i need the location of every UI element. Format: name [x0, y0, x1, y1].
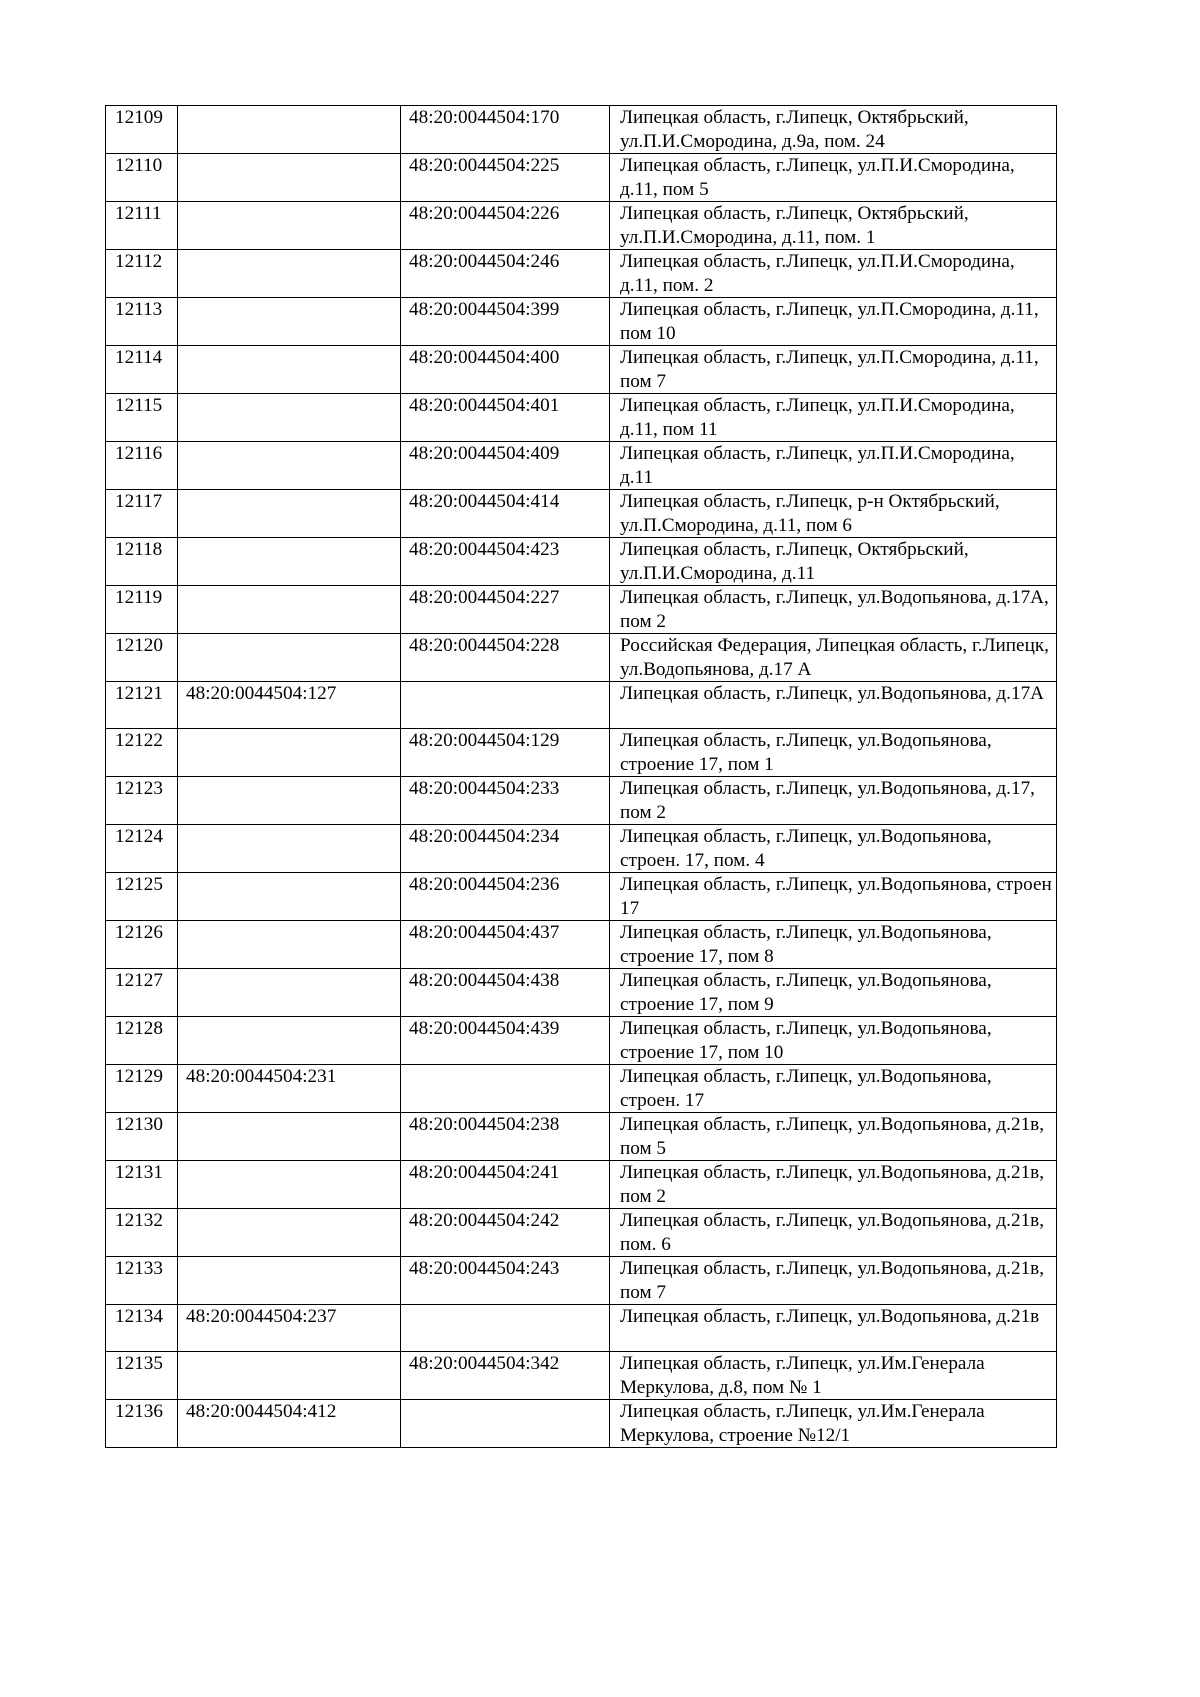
address-cell: Липецкая область, г.Липецк, ул.Водопьянова, строение 17, пом 10 — [610, 1017, 1057, 1065]
row-number-cell: 12111 — [106, 202, 178, 250]
address-cell: Липецкая область, г.Липецк, ул.Водопьянова, строение 17, пом 1 — [610, 729, 1057, 777]
object-cadastral-cell: 48:20:0044504:399 — [401, 298, 610, 346]
land-parcel-cadastral-cell — [178, 1209, 401, 1257]
land-parcel-cadastral-cell — [178, 777, 401, 825]
row-number-cell: 12135 — [106, 1352, 178, 1400]
address-cell: Липецкая область, г.Липецк, ул.Водопьянова, д.21в, пом 2 — [610, 1161, 1057, 1209]
object-cadastral-cell: 48:20:0044504:234 — [401, 825, 610, 873]
object-cadastral-cell: 48:20:0044504:238 — [401, 1113, 610, 1161]
land-parcel-cadastral-cell — [178, 634, 401, 682]
land-parcel-cadastral-cell — [178, 1257, 401, 1305]
address-cell: Липецкая область, г.Липецк, ул.Водопьянова, строение 17, пом 9 — [610, 969, 1057, 1017]
object-cadastral-cell — [401, 1400, 610, 1448]
object-cadastral-cell: 48:20:0044504:228 — [401, 634, 610, 682]
row-number-cell: 12127 — [106, 969, 178, 1017]
object-cadastral-cell — [401, 1305, 610, 1352]
table-row — [106, 250, 1057, 298]
table-row — [106, 538, 1057, 586]
address-cell: Липецкая область, г.Липецк, ул.Водопьянова, строен 17 — [610, 873, 1057, 921]
document-page — [105, 105, 1056, 1448]
address-cell: Липецкая область, г.Липецк, ул.Водопьянова, д.17, пом 2 — [610, 777, 1057, 825]
object-cadastral-cell: 48:20:0044504:246 — [401, 250, 610, 298]
land-parcel-cadastral-cell — [178, 969, 401, 1017]
land-parcel-cadastral-cell — [178, 1017, 401, 1065]
table-row — [106, 634, 1057, 682]
land-parcel-cadastral-cell — [178, 394, 401, 442]
row-number-cell: 12120 — [106, 634, 178, 682]
address-cell: Липецкая область, г.Липецк, р-н Октябрьский, ул.П.Смородина, д.11, пом 6 — [610, 490, 1057, 538]
object-cadastral-cell: 48:20:0044504:241 — [401, 1161, 610, 1209]
object-cadastral-cell: 48:20:0044504:170 — [401, 106, 610, 154]
table-row — [106, 825, 1057, 873]
table-row — [106, 1305, 1057, 1352]
table-row — [106, 1352, 1057, 1400]
object-cadastral-cell: 48:20:0044504:414 — [401, 490, 610, 538]
object-cadastral-cell: 48:20:0044504:129 — [401, 729, 610, 777]
address-cell: Российская Федерация, Липецкая область, г.Липецк, ул.Водопьянова, д.17 А — [610, 634, 1057, 682]
row-number-cell: 12123 — [106, 777, 178, 825]
object-cadastral-cell: 48:20:0044504:242 — [401, 1209, 610, 1257]
land-parcel-cadastral-cell — [178, 250, 401, 298]
object-cadastral-cell: 48:20:0044504:400 — [401, 346, 610, 394]
object-cadastral-cell — [401, 682, 610, 729]
row-number-cell: 12116 — [106, 442, 178, 490]
row-number-cell: 12134 — [106, 1305, 178, 1352]
object-cadastral-cell: 48:20:0044504:236 — [401, 873, 610, 921]
table-row — [106, 969, 1057, 1017]
land-parcel-cadastral-cell — [178, 202, 401, 250]
table-row — [106, 1161, 1057, 1209]
land-parcel-cadastral-cell — [178, 1161, 401, 1209]
row-number-cell: 12109 — [106, 106, 178, 154]
row-number-cell: 12119 — [106, 586, 178, 634]
object-cadastral-cell: 48:20:0044504:437 — [401, 921, 610, 969]
row-number-cell: 12125 — [106, 873, 178, 921]
land-parcel-cadastral-cell — [178, 825, 401, 873]
address-cell: Липецкая область, г.Липецк, Октябрьский, ул.П.И.Смородина, д.11, пом. 1 — [610, 202, 1057, 250]
address-cell: Липецкая область, г.Липецк, ул.П.И.Смородина, д.11, пом. 2 — [610, 250, 1057, 298]
land-parcel-cadastral-cell — [178, 729, 401, 777]
table-row — [106, 586, 1057, 634]
object-cadastral-cell: 48:20:0044504:243 — [401, 1257, 610, 1305]
address-cell: Липецкая область, г.Липецк, ул.П.И.Смородина, д.11, пом 11 — [610, 394, 1057, 442]
address-cell: Липецкая область, г.Липецк, ул.Водопьянова, строен. 17, пом. 4 — [610, 825, 1057, 873]
table-row — [106, 106, 1057, 154]
address-cell: Липецкая область, г.Липецк, ул.Водопьянова, д.17А — [610, 682, 1057, 729]
row-number-cell: 12132 — [106, 1209, 178, 1257]
land-parcel-cadastral-cell — [178, 442, 401, 490]
table-row — [106, 346, 1057, 394]
row-number-cell: 12114 — [106, 346, 178, 394]
object-cadastral-cell: 48:20:0044504:423 — [401, 538, 610, 586]
object-cadastral-cell: 48:20:0044504:225 — [401, 154, 610, 202]
row-number-cell: 12130 — [106, 1113, 178, 1161]
row-number-cell: 12136 — [106, 1400, 178, 1448]
land-parcel-cadastral-cell — [178, 490, 401, 538]
land-parcel-cadastral-cell: 48:20:0044504:127 — [178, 682, 401, 729]
address-cell: Липецкая область, г.Липецк, ул.П.И.Смородина, д.11, пом 5 — [610, 154, 1057, 202]
land-parcel-cadastral-cell — [178, 298, 401, 346]
address-cell: Липецкая область, г.Липецк, ул.Водопьянова, д.17А, пом 2 — [610, 586, 1057, 634]
row-number-cell: 12133 — [106, 1257, 178, 1305]
table-row — [106, 394, 1057, 442]
address-cell: Липецкая область, г.Липецк, ул.П.Смородина, д.11, пом 10 — [610, 298, 1057, 346]
row-number-cell: 12128 — [106, 1017, 178, 1065]
land-parcel-cadastral-cell — [178, 1113, 401, 1161]
address-cell: Липецкая область, г.Липецк, Октябрьский, ул.П.И.Смородина, д.9а, пом. 24 — [610, 106, 1057, 154]
row-number-cell: 12126 — [106, 921, 178, 969]
row-number-cell: 12112 — [106, 250, 178, 298]
table-row — [106, 490, 1057, 538]
row-number-cell: 12124 — [106, 825, 178, 873]
address-cell: Липецкая область, г.Липецк, ул.Им.Генерала Меркулова, д.8, пом № 1 — [610, 1352, 1057, 1400]
land-parcel-cadastral-cell — [178, 586, 401, 634]
row-number-cell: 12121 — [106, 682, 178, 729]
object-cadastral-cell: 48:20:0044504:401 — [401, 394, 610, 442]
row-number-cell: 12110 — [106, 154, 178, 202]
land-parcel-cadastral-cell: 48:20:0044504:231 — [178, 1065, 401, 1113]
address-cell: Липецкая область, г.Липецк, ул.Им.Генерала Меркулова, строение №12/1 — [610, 1400, 1057, 1448]
table-row — [106, 1113, 1057, 1161]
table-row — [106, 729, 1057, 777]
address-cell: Липецкая область, г.Липецк, ул.Водопьянова, д.21в, пом. 6 — [610, 1209, 1057, 1257]
land-parcel-cadastral-cell — [178, 873, 401, 921]
object-cadastral-cell: 48:20:0044504:233 — [401, 777, 610, 825]
object-cadastral-cell: 48:20:0044504:342 — [401, 1352, 610, 1400]
address-cell: Липецкая область, г.Липецк, ул.П.Смородина, д.11, пом 7 — [610, 346, 1057, 394]
land-parcel-cadastral-cell — [178, 538, 401, 586]
table-row — [106, 1065, 1057, 1113]
table-row — [106, 777, 1057, 825]
table-row — [106, 442, 1057, 490]
row-number-cell: 12129 — [106, 1065, 178, 1113]
address-cell: Липецкая область, г.Липецк, ул.П.И.Смородина, д.11 — [610, 442, 1057, 490]
land-parcel-cadastral-cell: 48:20:0044504:412 — [178, 1400, 401, 1448]
address-cell: Липецкая область, г.Липецк, ул.Водопьянова, строен. 17 — [610, 1065, 1057, 1113]
land-parcel-cadastral-cell — [178, 106, 401, 154]
table-row — [106, 1209, 1057, 1257]
row-number-cell: 12113 — [106, 298, 178, 346]
table-row — [106, 1400, 1057, 1448]
row-number-cell: 12122 — [106, 729, 178, 777]
object-cadastral-cell: 48:20:0044504:227 — [401, 586, 610, 634]
table-row — [106, 921, 1057, 969]
row-number-cell: 12131 — [106, 1161, 178, 1209]
object-cadastral-cell: 48:20:0044504:438 — [401, 969, 610, 1017]
table-row — [106, 202, 1057, 250]
table-row — [106, 1257, 1057, 1305]
address-cell: Липецкая область, г.Липецк, ул.Водопьянова, д.21в, пом 5 — [610, 1113, 1057, 1161]
address-cell: Липецкая область, г.Липецк, Октябрьский, ул.П.И.Смородина, д.11 — [610, 538, 1057, 586]
land-parcel-cadastral-cell — [178, 1352, 401, 1400]
table-row — [106, 1017, 1057, 1065]
table-row — [106, 873, 1057, 921]
land-parcel-cadastral-cell — [178, 921, 401, 969]
table-row — [106, 154, 1057, 202]
object-cadastral-cell: 48:20:0044504:409 — [401, 442, 610, 490]
object-cadastral-cell: 48:20:0044504:439 — [401, 1017, 610, 1065]
land-parcel-cadastral-cell — [178, 346, 401, 394]
row-number-cell: 12118 — [106, 538, 178, 586]
address-cell: Липецкая область, г.Липецк, ул.Водопьянова, строение 17, пом 8 — [610, 921, 1057, 969]
table-row — [106, 682, 1057, 729]
address-cell: Липецкая область, г.Липецк, ул.Водопьянова, д.21в — [610, 1305, 1057, 1352]
object-cadastral-cell: 48:20:0044504:226 — [401, 202, 610, 250]
land-parcel-cadastral-cell: 48:20:0044504:237 — [178, 1305, 401, 1352]
object-cadastral-cell — [401, 1065, 610, 1113]
land-parcel-cadastral-cell — [178, 154, 401, 202]
row-number-cell: 12117 — [106, 490, 178, 538]
registry-table — [105, 105, 1057, 1448]
row-number-cell: 12115 — [106, 394, 178, 442]
table-row — [106, 298, 1057, 346]
address-cell: Липецкая область, г.Липецк, ул.Водопьянова, д.21в, пом 7 — [610, 1257, 1057, 1305]
registry-table-body — [106, 106, 1057, 1448]
